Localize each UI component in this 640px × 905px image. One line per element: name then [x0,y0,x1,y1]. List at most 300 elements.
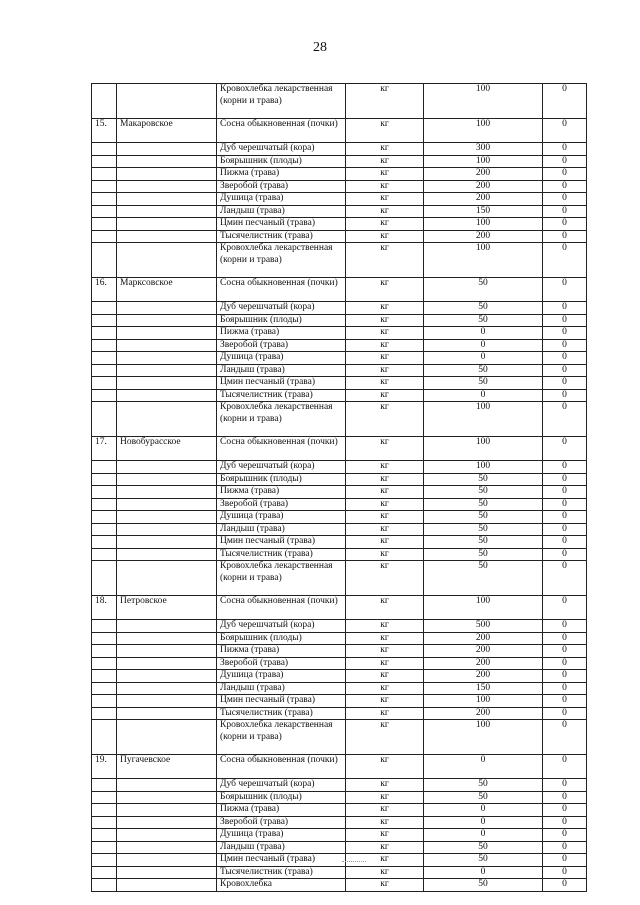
district-name [117,695,217,708]
plan-value: 100 [424,119,543,143]
plan-value: 50 [424,523,543,536]
unit-cell: кг [346,327,424,340]
unit-cell: кг [346,523,424,536]
row-number [92,155,117,168]
plan-value: 200 [424,670,543,683]
fact-value: 0 [543,278,587,302]
table-row [92,695,587,708]
fact-value: 0 [543,866,587,879]
table-row [92,523,587,536]
plan-value: 100 [424,437,543,461]
plan-value: 500 [424,620,543,633]
row-number [92,461,117,474]
unit-cell: кг [346,180,424,193]
table-row [92,180,587,193]
plan-value: 50 [424,841,543,854]
fact-value: 0 [543,402,587,437]
plan-value: 150 [424,682,543,695]
fact-value: 0 [543,230,587,243]
unit-cell: кг [346,707,424,720]
plant-name: Цмин песчаный (трава) [217,695,346,708]
plan-value: 200 [424,180,543,193]
fact-value: 0 [543,339,587,352]
fact-value: 0 [543,829,587,842]
table-row [92,536,587,549]
fact-value: 0 [543,498,587,511]
district-name [117,389,217,402]
fact-value: 0 [543,620,587,633]
plant-name: Цмин песчаный (трава) [217,377,346,390]
harvest-table [91,83,587,892]
plant-name: Ландыш (трава) [217,205,346,218]
row-number [92,854,117,867]
table-row [92,437,587,461]
fact-value: 0 [543,327,587,340]
district-name [117,670,217,683]
district-name [117,707,217,720]
unit-cell: кг [346,866,424,879]
plant-name: Зверобой (трава) [217,657,346,670]
plant-name: Кровохлебка лекарственная (корни и трава) [217,84,346,119]
plan-value: 100 [424,218,543,231]
district-name [117,352,217,365]
district-name [117,218,217,231]
unit-cell: кг [346,791,424,804]
unit-cell: кг [346,536,424,549]
fact-value: 0 [543,486,587,499]
plan-value: 50 [424,473,543,486]
plan-value: 100 [424,720,543,755]
district-name [117,511,217,524]
fact-value: 0 [543,437,587,461]
plant-name: Дуб черешчатый (кора) [217,143,346,156]
district-name [117,879,217,892]
plant-name: Кровохлебка лекарственная (корни и трава) [217,243,346,278]
plan-value: 200 [424,657,543,670]
row-number: 16. [92,278,117,302]
table-row [92,402,587,437]
row-number [92,816,117,829]
plan-value: 200 [424,632,543,645]
table-row [92,670,587,683]
district-name [117,302,217,315]
table-row [92,339,587,352]
row-number [92,180,117,193]
row-number [92,720,117,755]
table-row [92,364,587,377]
row-number [92,498,117,511]
plant-name: Кровохлебка [217,879,346,892]
district-name: Новобурасское [117,437,217,461]
plant-name: Зверобой (трава) [217,498,346,511]
plan-value: 50 [424,486,543,499]
fact-value: 0 [543,155,587,168]
table-row [92,302,587,315]
unit-cell: кг [346,854,424,867]
fact-value: 0 [543,119,587,143]
plan-value: 0 [424,352,543,365]
fact-value: 0 [543,670,587,683]
plant-name: Кровохлебка лекарственная (корни и трава) [217,561,346,596]
row-number [92,707,117,720]
plant-name: Боярышник (плоды) [217,791,346,804]
unit-cell: кг [346,377,424,390]
district-name [117,168,217,181]
fact-value: 0 [543,473,587,486]
plant-name: Зверобой (трава) [217,816,346,829]
unit-cell: кг [346,143,424,156]
unit-cell: кг [346,632,424,645]
plant-name: Пижма (трава) [217,804,346,817]
fact-value: 0 [543,816,587,829]
fact-value: 0 [543,854,587,867]
row-number [92,193,117,206]
plan-value: 200 [424,193,543,206]
fact-value: 0 [543,632,587,645]
table-row [92,657,587,670]
unit-cell: кг [346,389,424,402]
plan-value: 0 [424,866,543,879]
unit-cell: кг [346,879,424,892]
unit-cell: кг [346,682,424,695]
row-number: 17. [92,437,117,461]
fact-value: 0 [543,596,587,620]
plan-value: 0 [424,339,543,352]
unit-cell: кг [346,548,424,561]
plan-value: 0 [424,829,543,842]
unit-cell: кг [346,119,424,143]
fact-value: 0 [543,548,587,561]
row-number [92,548,117,561]
plan-value: 50 [424,498,543,511]
table-row [92,779,587,792]
district-name [117,243,217,278]
plant-name: Сосна обыкновенная (почки) [217,278,346,302]
plant-name: Душица (трава) [217,670,346,683]
plant-name: Сосна обыкновенная (почки) [217,119,346,143]
plan-value: 50 [424,779,543,792]
unit-cell: кг [346,314,424,327]
plant-name: Душица (трава) [217,352,346,365]
table-row [92,84,587,119]
fact-value: 0 [543,707,587,720]
district-name [117,205,217,218]
fact-value: 0 [543,657,587,670]
fact-value: 0 [543,879,587,892]
district-name [117,536,217,549]
table-row [92,143,587,156]
table-row [92,755,587,779]
fact-value: 0 [543,695,587,708]
plant-name: Пижма (трава) [217,168,346,181]
district-name: Петровское [117,596,217,620]
fact-value: 0 [543,302,587,315]
plant-name: Дуб черешчатый (кора) [217,302,346,315]
row-number [92,389,117,402]
unit-cell: кг [346,816,424,829]
district-name [117,620,217,633]
unit-cell: кг [346,561,424,596]
row-number [92,536,117,549]
table-row [92,548,587,561]
unit-cell: кг [346,670,424,683]
row-number [92,84,117,119]
fact-value: 0 [543,841,587,854]
row-number [92,829,117,842]
unit-cell: кг [346,230,424,243]
unit-cell: кг [346,84,424,119]
fact-value: 0 [543,352,587,365]
plant-name: Цмин песчаный (трава) [217,854,346,867]
plan-value: 50 [424,278,543,302]
fact-value: 0 [543,168,587,181]
row-number [92,486,117,499]
plan-value: 50 [424,511,543,524]
plant-name: Сосна обыкновенная (почки) [217,596,346,620]
table-row [92,707,587,720]
table-row [92,866,587,879]
unit-cell: кг [346,402,424,437]
row-number [92,620,117,633]
unit-cell: кг [346,841,424,854]
fact-value: 0 [543,755,587,779]
plan-value: 0 [424,804,543,817]
plant-name: Зверобой (трава) [217,180,346,193]
fact-value: 0 [543,364,587,377]
fact-value: 0 [543,243,587,278]
row-number [92,791,117,804]
row-number [92,327,117,340]
plan-value: 50 [424,561,543,596]
unit-cell: кг [346,243,424,278]
plan-value: 200 [424,707,543,720]
unit-cell: кг [346,218,424,231]
fact-value: 0 [543,84,587,119]
district-name [117,143,217,156]
plant-name: Ландыш (трава) [217,523,346,536]
fact-value: 0 [543,561,587,596]
table-row [92,352,587,365]
row-number [92,243,117,278]
plant-name: Душица (трава) [217,511,346,524]
table-row [92,377,587,390]
unit-cell: кг [346,695,424,708]
unit-cell: кг [346,755,424,779]
row-number [92,314,117,327]
plan-value: 100 [424,243,543,278]
unit-cell: кг [346,193,424,206]
plant-name: Тысячелистник (трава) [217,548,346,561]
table-row [92,314,587,327]
table-row [92,486,587,499]
fact-value: 0 [543,461,587,474]
plan-value: 50 [424,302,543,315]
plant-name: Боярышник (плоды) [217,473,346,486]
table-row [92,168,587,181]
district-name [117,866,217,879]
unit-cell: кг [346,645,424,658]
table-row [92,720,587,755]
table-row [92,218,587,231]
unit-cell: кг [346,155,424,168]
unit-cell: кг [346,461,424,474]
row-number: 18. [92,596,117,620]
district-name: Макаровское [117,119,217,143]
table-row [92,230,587,243]
district-name [117,498,217,511]
plan-value: 50 [424,536,543,549]
district-name [117,327,217,340]
row-number [92,645,117,658]
row-number [92,632,117,645]
district-name [117,804,217,817]
table-row [92,829,587,842]
unit-cell: кг [346,205,424,218]
row-number: 15. [92,119,117,143]
table-row [92,879,587,892]
row-number [92,670,117,683]
plan-value: 0 [424,389,543,402]
row-number [92,523,117,536]
fact-value: 0 [543,791,587,804]
plan-value: 100 [424,155,543,168]
district-name [117,829,217,842]
plant-name: Сосна обыкновенная (почки) [217,755,346,779]
district-name [117,779,217,792]
plan-value: 0 [424,327,543,340]
district-name [117,364,217,377]
unit-cell: кг [346,352,424,365]
district-name [117,854,217,867]
row-number [92,402,117,437]
row-number [92,866,117,879]
fact-value: 0 [543,645,587,658]
table-body [92,84,587,892]
unit-cell: кг [346,486,424,499]
table-row [92,278,587,302]
unit-cell: кг [346,278,424,302]
district-name [117,230,217,243]
table-row [92,243,587,278]
plant-name: Тысячелистник (трава) [217,230,346,243]
district-name [117,720,217,755]
table-row [92,682,587,695]
table-row [92,389,587,402]
district-name: Марксовское [117,278,217,302]
fact-value: 0 [543,205,587,218]
plan-value: 200 [424,168,543,181]
plant-name: Цмин песчаный (трава) [217,536,346,549]
plan-value: 0 [424,755,543,779]
plan-value: 50 [424,364,543,377]
table-row [92,620,587,633]
table-row [92,596,587,620]
row-number [92,804,117,817]
unit-cell: кг [346,829,424,842]
row-number [92,841,117,854]
plan-value: 300 [424,143,543,156]
row-number [92,339,117,352]
table-row [92,511,587,524]
district-name [117,155,217,168]
fact-value: 0 [543,523,587,536]
district-name [117,314,217,327]
plan-value: 50 [424,548,543,561]
plant-name: Кровохлебка лекарственная (корни и трава) [217,402,346,437]
plant-name: Дуб черешчатый (кора) [217,620,346,633]
unit-cell: кг [346,302,424,315]
unit-cell: кг [346,620,424,633]
plant-name: Дуб черешчатый (кора) [217,461,346,474]
district-name [117,645,217,658]
district-name [117,339,217,352]
unit-cell: кг [346,364,424,377]
row-number [92,377,117,390]
fact-value: 0 [543,377,587,390]
district-name [117,84,217,119]
plan-value: 50 [424,377,543,390]
plan-value: 50 [424,314,543,327]
fact-value: 0 [543,511,587,524]
plan-value: 100 [424,84,543,119]
plan-value: 0 [424,816,543,829]
unit-cell: кг [346,437,424,461]
row-number [92,364,117,377]
page-number: 28 [313,40,327,55]
row-number [92,657,117,670]
fact-value: 0 [543,779,587,792]
table-row [92,461,587,474]
district-name: Пугачевское [117,755,217,779]
plan-value: 50 [424,854,543,867]
unit-cell: кг [346,720,424,755]
row-number [92,779,117,792]
fact-value: 0 [543,314,587,327]
row-number [92,218,117,231]
table-row [92,473,587,486]
table-row [92,841,587,854]
unit-cell: кг [346,339,424,352]
row-number [92,230,117,243]
plant-name: Боярышник (плоды) [217,314,346,327]
table-row [92,193,587,206]
plant-name: Сосна обыкновенная (почки) [217,437,346,461]
district-name [117,486,217,499]
district-name [117,377,217,390]
row-number [92,168,117,181]
plan-value: 200 [424,230,543,243]
plant-name: Тысячелистник (трава) [217,866,346,879]
row-number [92,352,117,365]
plan-value: 100 [424,402,543,437]
table-row [92,205,587,218]
district-name [117,657,217,670]
district-name [117,402,217,437]
plan-value: 100 [424,695,543,708]
row-number [92,205,117,218]
table-row [92,791,587,804]
unit-cell: кг [346,804,424,817]
plant-name: Тысячелистник (трава) [217,389,346,402]
district-name [117,841,217,854]
unit-cell: кг [346,779,424,792]
table-row [92,498,587,511]
district-name [117,791,217,804]
row-number [92,695,117,708]
fact-value: 0 [543,720,587,755]
district-name [117,548,217,561]
fact-value: 0 [543,218,587,231]
